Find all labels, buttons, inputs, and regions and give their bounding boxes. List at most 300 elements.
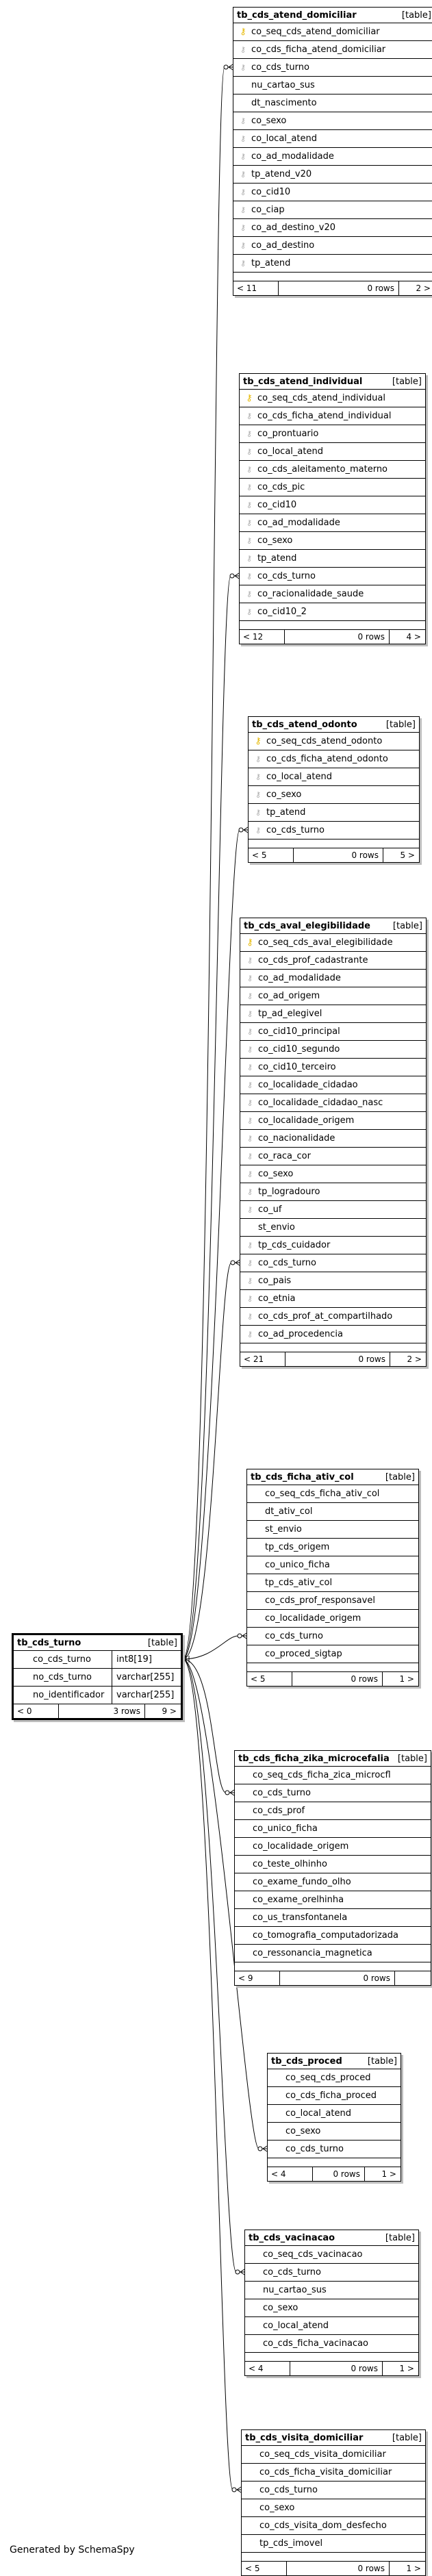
column-name[interactable]: co_cds_ficha_atend_domiciliar [251, 45, 386, 55]
column-row[interactable] [240, 1254, 426, 1272]
column-name[interactable]: co_cid10_segundo [258, 1044, 340, 1055]
column-row[interactable] [235, 1784, 431, 1802]
table-tb_cds_aval_elegibilidade[interactable] [240, 918, 427, 1367]
foreign-key-icon: ⚷ [255, 790, 262, 799]
column-row[interactable] [240, 1041, 426, 1059]
column-row[interactable] [235, 1820, 431, 1838]
column-name[interactable]: co_seq_cds_atend_individual [257, 393, 385, 403]
relationship-line-tb_cds_visita_domiciliar [183, 1659, 241, 2490]
column-row[interactable] [233, 255, 432, 273]
column-name[interactable]: co_sexo [257, 535, 293, 546]
table-footer [240, 630, 425, 644]
table-footer [233, 281, 432, 295]
table-tb_cds_vacinacao[interactable] [244, 2230, 419, 2376]
table-header[interactable] [249, 717, 419, 733]
column-row[interactable] [240, 585, 425, 603]
column-name[interactable]: co_ciap [251, 205, 285, 215]
column-row[interactable] [249, 750, 419, 768]
column-row[interactable] [245, 2264, 418, 2282]
foreign-key-icon: ⚷ [246, 607, 253, 616]
column-name[interactable]: co_cds_turno [263, 2267, 321, 2277]
column-row[interactable] [235, 1802, 431, 1820]
table-name[interactable]: tb_cds_atend_domiciliar [237, 10, 357, 21]
foreign-key-icon: ⚷ [240, 134, 246, 143]
column-name[interactable]: tp_atend [251, 258, 291, 268]
column-name[interactable]: co_local_atend [251, 134, 317, 144]
column-name[interactable]: tp_cds_origem [265, 1542, 330, 1552]
column-name[interactable]: co_cds_turno [285, 2144, 344, 2154]
column-row[interactable] [233, 201, 432, 219]
column-row[interactable] [245, 2282, 418, 2299]
column-row[interactable] [249, 786, 419, 804]
column-row[interactable] [240, 1165, 426, 1183]
column-name[interactable]: co_cds_turno [253, 1788, 311, 1798]
relationship-line-tb_cds_atend_individual [183, 576, 239, 1659]
column-row[interactable] [268, 2087, 401, 2105]
column-name[interactable]: co_localidade_origem [253, 1841, 349, 1852]
column-row[interactable] [247, 1645, 418, 1663]
foreign-key-icon: ⚷ [255, 755, 262, 763]
column-name[interactable]: co_raca_cor [258, 1151, 311, 1161]
table-kind-label: [table] [397, 1753, 427, 1764]
table-spacer [245, 2353, 418, 2362]
column-row[interactable] [247, 1574, 418, 1592]
column-name[interactable]: co_cds_pic [257, 482, 305, 492]
table-name[interactable]: tb_cds_ficha_ativ_col [251, 1472, 354, 1482]
column-name[interactable]: co_local_atend [285, 2108, 351, 2119]
children-count[interactable]: 9 > [162, 1706, 177, 1716]
primary-key-icon: ⚷ [240, 27, 246, 37]
table-tb_cds_atend_odonto[interactable] [248, 716, 420, 863]
children-count[interactable]: 1 > [406, 2564, 421, 2573]
children-count[interactable]: 5 > [400, 850, 415, 860]
parents-count[interactable]: < 5 [242, 2562, 287, 2575]
column-name[interactable]: co_ad_destino [251, 240, 315, 251]
column-name[interactable]: co_sexo [263, 2303, 298, 2313]
column-name[interactable]: co_racionalidade_saude [257, 589, 364, 599]
column-name[interactable]: co_cds_aleitamento_materno [257, 464, 388, 475]
table-header[interactable] [245, 2230, 418, 2246]
column-row[interactable] [240, 407, 425, 425]
column-name[interactable]: co_cds_turno [257, 571, 316, 581]
column-name[interactable]: nu_cartao_sus [263, 2285, 327, 2295]
column-row[interactable] [240, 1308, 426, 1326]
column-name[interactable]: co_sexo [251, 116, 287, 126]
column-row[interactable] [240, 1112, 426, 1130]
children-count[interactable]: 1 > [399, 1674, 414, 1684]
column-row[interactable] [240, 1130, 426, 1148]
foreign-key-icon: ⚷ [246, 1312, 253, 1321]
column-name[interactable]: co_us_transfontanela [253, 1912, 348, 1923]
column-row[interactable] [233, 166, 432, 184]
column-row[interactable] [233, 23, 432, 41]
column-type: varchar[255] [116, 1672, 175, 1682]
table-tb_cds_atend_individual[interactable] [239, 373, 426, 644]
column-name[interactable]: co_sexo [259, 2503, 295, 2513]
column-row[interactable] [247, 1503, 418, 1521]
column-row[interactable] [240, 390, 425, 407]
row-count: 0 rows [290, 2362, 383, 2375]
column-name[interactable]: co_cds_prof_cadastrante [258, 955, 368, 965]
column-row[interactable] [235, 1927, 431, 1945]
column-name[interactable]: co_seq_cds_visita_domiciliar [259, 2449, 386, 2460]
column-name[interactable]: co_local_atend [266, 772, 332, 782]
column-name[interactable]: co_cid10_principal [258, 1026, 340, 1037]
column-row[interactable] [242, 2517, 425, 2535]
column-row[interactable] [240, 425, 425, 443]
column-name[interactable]: co_cds_turno [259, 2485, 318, 2495]
table-tb_cds_atend_domiciliar[interactable] [233, 7, 432, 296]
table-name[interactable]: tb_cds_visita_domiciliar [245, 2432, 364, 2443]
foreign-key-icon: ⚷ [240, 241, 246, 250]
column-row[interactable] [249, 768, 419, 786]
column-row[interactable] [240, 1094, 426, 1112]
column-name[interactable]: co_localidade_cidadao_nasc [258, 1098, 383, 1108]
column-row[interactable] [14, 1669, 181, 1687]
table-name[interactable]: tb_cds_proced [271, 2056, 342, 2067]
foreign-key-icon: ⚷ [246, 1152, 253, 1161]
table-tb_cds_ficha_ativ_col[interactable] [246, 1469, 419, 1687]
column-name[interactable]: co_sexo [285, 2126, 321, 2136]
table-spacer [233, 273, 432, 281]
children-count[interactable]: 1 > [381, 2169, 396, 2179]
column-row[interactable] [245, 2335, 418, 2353]
table-header[interactable] [240, 374, 425, 390]
column-row[interactable] [240, 970, 426, 987]
column-row[interactable] [245, 2246, 418, 2264]
column-name[interactable]: co_cid10_terceiro [258, 1062, 336, 1072]
table-header[interactable] [242, 2430, 425, 2446]
column-row[interactable] [245, 2299, 418, 2317]
column-name[interactable]: co_sexo [266, 790, 302, 800]
column-row[interactable] [14, 1651, 181, 1669]
column-row[interactable] [240, 1059, 426, 1076]
column-name[interactable]: st_envio [258, 1222, 295, 1233]
column-row[interactable] [14, 1687, 181, 1704]
column-row[interactable] [242, 2482, 425, 2499]
table-name[interactable]: tb_cds_aval_elegibilidade [244, 920, 370, 931]
column-name[interactable]: co_seq_cds_atend_odonto [266, 736, 383, 746]
column-name[interactable]: co_ad_modalidade [257, 518, 340, 528]
column-name[interactable]: co_localidade_origem [265, 1613, 361, 1624]
foreign-key-icon: ⚷ [246, 465, 253, 474]
table-header[interactable] [235, 1751, 431, 1767]
column-name[interactable]: co_seq_cds_proced [285, 2073, 371, 2083]
column-row[interactable] [247, 1521, 418, 1539]
column-row[interactable] [240, 1183, 426, 1201]
foreign-key-icon: ⚷ [240, 259, 246, 268]
column-row[interactable] [240, 1219, 426, 1237]
column-name[interactable]: tp_atend [266, 807, 306, 818]
foreign-key-icon: ⚷ [246, 1027, 253, 1036]
column-row[interactable] [240, 1076, 426, 1094]
column-row[interactable] [233, 237, 432, 255]
parents-count[interactable]: < 12 [240, 630, 285, 644]
column-row[interactable] [235, 1838, 431, 1856]
column-name[interactable]: tp_atend_v20 [251, 169, 312, 179]
parents-count[interactable]: < 5 [247, 1672, 292, 1686]
column-row[interactable] [268, 2105, 401, 2123]
column-row[interactable] [240, 1148, 426, 1165]
column-row[interactable] [240, 514, 425, 532]
children-count[interactable]: 1 > [399, 2364, 414, 2373]
column-name[interactable]: co_cds_ficha_atend_odonto [266, 754, 388, 764]
column-row[interactable] [242, 2499, 425, 2517]
parents-count[interactable]: < 4 [245, 2362, 290, 2375]
column-name[interactable]: co_teste_olhinho [253, 1859, 327, 1869]
column-row[interactable] [242, 2535, 425, 2553]
optional-end-marker [238, 1634, 242, 1638]
column-row[interactable] [240, 496, 425, 514]
column-name[interactable]: dt_ativ_col [265, 1506, 313, 1517]
column-name[interactable]: co_seq_cds_ficha_ativ_col [265, 1489, 380, 1499]
column-name[interactable]: co_ad_destino_v20 [251, 223, 335, 233]
column-name[interactable]: co_cds_ficha_vacinacao [263, 2338, 369, 2349]
optional-end-marker [231, 1261, 235, 1265]
table-tb_cds_turno[interactable] [12, 1633, 183, 1720]
table-header[interactable] [233, 8, 432, 23]
optional-end-marker [258, 2147, 262, 2151]
column-name[interactable]: co_exame_fundo_olho [253, 1877, 351, 1887]
column-row[interactable] [245, 2317, 418, 2335]
column-row[interactable] [235, 1767, 431, 1784]
column-row[interactable] [247, 1556, 418, 1574]
column-row[interactable] [240, 1326, 426, 1343]
table-footer [14, 1704, 181, 1718]
parents-count[interactable]: < 0 [14, 1704, 59, 1718]
table-footer [249, 848, 419, 862]
column-name[interactable]: no_identificador [14, 1687, 112, 1704]
foreign-key-icon: ⚷ [246, 501, 253, 509]
column-name[interactable]: co_ad_modalidade [258, 973, 341, 983]
table-name[interactable]: tb_cds_atend_individual [243, 376, 363, 387]
column-row[interactable] [235, 1873, 431, 1891]
foreign-key-icon: ⚷ [246, 1205, 253, 1214]
column-row[interactable] [247, 1539, 418, 1556]
column-name[interactable]: co_cds_turno [258, 1258, 316, 1268]
column-name[interactable]: co_cds_turno [265, 1631, 323, 1641]
column-name[interactable]: co_ressonancia_magnetica [253, 1948, 372, 1958]
column-row[interactable] [233, 130, 432, 148]
column-row[interactable] [233, 41, 432, 59]
column-type: varchar[255] [116, 1690, 175, 1700]
column-row[interactable] [240, 479, 425, 496]
column-name[interactable]: tp_atend [257, 553, 297, 564]
column-row[interactable] [249, 733, 419, 750]
parents-count[interactable]: < 21 [240, 1352, 285, 1366]
column-name[interactable]: co_cid10_2 [257, 607, 307, 617]
foreign-key-icon: ⚷ [246, 1294, 253, 1303]
column-name[interactable]: co_ad_origem [258, 991, 320, 1001]
column-name[interactable]: co_cds_prof [253, 1806, 305, 1816]
column-row[interactable] [240, 550, 425, 568]
column-name[interactable]: co_tomografia_computadorizada [253, 1930, 398, 1941]
table-name[interactable]: tb_cds_ficha_zika_microcefalia [238, 1753, 390, 1764]
column-name[interactable]: co_seq_cds_vacinacao [263, 2249, 363, 2260]
column-row[interactable] [233, 148, 432, 166]
foreign-key-icon: ⚷ [246, 1259, 253, 1267]
column-row[interactable] [240, 1237, 426, 1254]
foreign-key-icon: ⚷ [246, 1170, 253, 1178]
row-count: 0 rows [292, 1672, 383, 1686]
table-header[interactable] [247, 1469, 418, 1485]
column-name[interactable]: co_cds_prof_at_compartilhado [258, 1311, 393, 1322]
column-name[interactable]: nu_cartao_sus [251, 80, 315, 90]
column-name[interactable]: co_seq_cds_atend_domiciliar [251, 27, 380, 37]
table-footer [240, 1352, 426, 1366]
column-row[interactable] [233, 59, 432, 77]
foreign-key-icon: ⚷ [240, 223, 246, 232]
column-row[interactable] [268, 2141, 401, 2158]
foreign-key-icon: ⚷ [246, 447, 253, 456]
column-name[interactable]: co_nacionalidade [258, 1133, 335, 1144]
column-name[interactable]: tp_logradouro [258, 1187, 320, 1197]
column-name[interactable]: co_local_atend [257, 446, 323, 457]
column-row[interactable] [242, 2446, 425, 2464]
column-row[interactable] [240, 1005, 426, 1023]
table-footer [268, 2167, 401, 2181]
column-name[interactable]: co_unico_ficha [265, 1560, 330, 1570]
row-count: 0 rows [294, 848, 383, 862]
column-row[interactable] [235, 1891, 431, 1909]
foreign-key-icon: ⚷ [246, 412, 253, 420]
foreign-key-icon: ⚷ [246, 1081, 253, 1089]
column-row[interactable] [247, 1628, 418, 1645]
column-row[interactable] [240, 461, 425, 479]
table-footer [235, 1971, 431, 1985]
column-name[interactable]: co_prontuario [257, 429, 319, 439]
column-name[interactable]: co_exame_orelhinha [253, 1895, 344, 1905]
column-row[interactable] [240, 952, 426, 970]
column-name[interactable]: co_cds_ficha_atend_individual [257, 411, 392, 421]
column-row[interactable] [268, 2069, 401, 2087]
column-name[interactable]: tp_cds_imovel [259, 2538, 323, 2549]
table-spacer [242, 2553, 425, 2562]
column-row[interactable] [233, 184, 432, 201]
column-name[interactable]: co_pais [258, 1276, 292, 1286]
column-row[interactable] [240, 1290, 426, 1308]
column-row[interactable] [240, 934, 426, 952]
column-name[interactable]: co_uf [258, 1204, 282, 1215]
column-row[interactable] [235, 1945, 431, 1962]
column-row[interactable] [240, 532, 425, 550]
parents-count[interactable]: < 5 [249, 848, 294, 862]
column-name[interactable]: co_cds_turno [14, 1651, 112, 1668]
foreign-key-icon: ⚷ [246, 572, 253, 581]
column-name[interactable]: no_cds_turno [14, 1669, 112, 1686]
column-name[interactable]: co_cds_turno [266, 825, 325, 835]
foreign-key-icon: ⚷ [246, 974, 253, 983]
foreign-key-icon: ⚷ [246, 429, 253, 438]
column-row[interactable] [240, 1023, 426, 1041]
column-row[interactable] [242, 2464, 425, 2482]
column-name[interactable]: co_cid10 [251, 187, 291, 197]
table-spacer [240, 1343, 426, 1352]
column-name[interactable]: co_cds_turno [251, 62, 309, 73]
column-name[interactable]: st_envio [265, 1524, 302, 1535]
column-row[interactable] [240, 1272, 426, 1290]
parents-count[interactable]: < 4 [268, 2167, 313, 2181]
column-name[interactable]: co_cds_ficha_visita_domiciliar [259, 2467, 392, 2477]
parents-count[interactable]: < 11 [233, 281, 279, 295]
column-name[interactable]: co_local_atend [263, 2321, 329, 2331]
column-row[interactable] [240, 1201, 426, 1219]
column-name[interactable]: co_cds_prof_responsavel [265, 1595, 375, 1606]
column-row[interactable] [233, 94, 432, 112]
table-header[interactable] [268, 2054, 401, 2069]
column-name[interactable]: co_proced_sigtap [265, 1649, 342, 1659]
table-kind-label: [table] [392, 920, 422, 931]
table-tb_cds_ficha_zika_microcefalia[interactable] [234, 1750, 431, 1986]
column-name[interactable]: co_localidade_cidadao [258, 1080, 358, 1090]
column-name[interactable]: co_sexo [258, 1169, 294, 1179]
table-name[interactable]: tb_cds_vacinacao [249, 2232, 335, 2243]
column-name[interactable]: co_cid10 [257, 500, 297, 510]
column-row[interactable] [268, 2123, 401, 2141]
children-count[interactable]: 4 > [406, 632, 421, 642]
optional-end-marker [236, 2270, 240, 2274]
credit-text: Generated by SchemaSpy [10, 2545, 135, 2555]
column-row[interactable] [233, 219, 432, 237]
column-name[interactable]: co_ad_modalidade [251, 151, 334, 162]
column-row[interactable] [247, 1485, 418, 1503]
column-row[interactable] [235, 1909, 431, 1927]
row-count: 0 rows [285, 1352, 390, 1366]
column-name[interactable]: co_unico_ficha [253, 1823, 318, 1834]
children-count[interactable]: 2 > [416, 283, 431, 293]
column-name[interactable]: co_ad_procedencia [258, 1329, 343, 1339]
table-header[interactable] [14, 1635, 181, 1651]
column-row[interactable] [247, 1592, 418, 1610]
table-tb_cds_visita_domiciliar[interactable] [241, 2429, 426, 2576]
table-name[interactable]: tb_cds_turno [17, 1637, 81, 1648]
column-row[interactable] [249, 804, 419, 822]
column-row[interactable] [249, 822, 419, 839]
column-name[interactable]: dt_nascimento [251, 98, 317, 108]
table-tb_cds_proced[interactable] [267, 2053, 401, 2182]
column-row[interactable] [240, 568, 425, 585]
optional-end-marker [232, 2488, 236, 2492]
column-name[interactable]: co_cds_ficha_proced [285, 2091, 377, 2101]
column-row[interactable] [240, 987, 426, 1005]
column-name[interactable]: co_localidade_origem [258, 1115, 355, 1126]
column-name[interactable]: co_seq_cds_aval_elegibilidade [258, 937, 393, 948]
column-name[interactable]: co_cds_visita_dom_desfecho [259, 2521, 387, 2531]
table-name[interactable]: tb_cds_atend_odonto [252, 719, 357, 730]
column-row[interactable] [233, 112, 432, 130]
row-count: 0 rows [285, 630, 390, 644]
optional-end-marker [230, 574, 234, 578]
column-name[interactable]: co_etnia [258, 1293, 296, 1304]
column-name[interactable]: co_seq_cds_ficha_zica_microcfl [253, 1770, 391, 1780]
column-row[interactable] [235, 1856, 431, 1873]
parents-count[interactable]: < 9 [235, 1971, 280, 1985]
column-name[interactable]: tp_cds_cuidador [258, 1240, 331, 1250]
children-count[interactable]: 2 > [407, 1354, 422, 1364]
foreign-key-icon: ⚷ [240, 63, 246, 72]
column-row[interactable] [247, 1610, 418, 1628]
relationship-line-tb_cds_aval_elegibilidade [183, 1263, 240, 1659]
column-name[interactable]: tp_ad_elegivel [258, 1009, 322, 1019]
table-kind-label: [table] [392, 2432, 422, 2443]
column-row[interactable] [240, 603, 425, 621]
column-row[interactable] [233, 77, 432, 94]
column-row[interactable] [240, 443, 425, 461]
foreign-key-icon: ⚷ [246, 956, 253, 965]
column-name[interactable]: tp_cds_ativ_col [265, 1578, 333, 1588]
relationship-line-tb_cds_atend_domiciliar [183, 67, 233, 1659]
table-header[interactable] [240, 918, 426, 934]
